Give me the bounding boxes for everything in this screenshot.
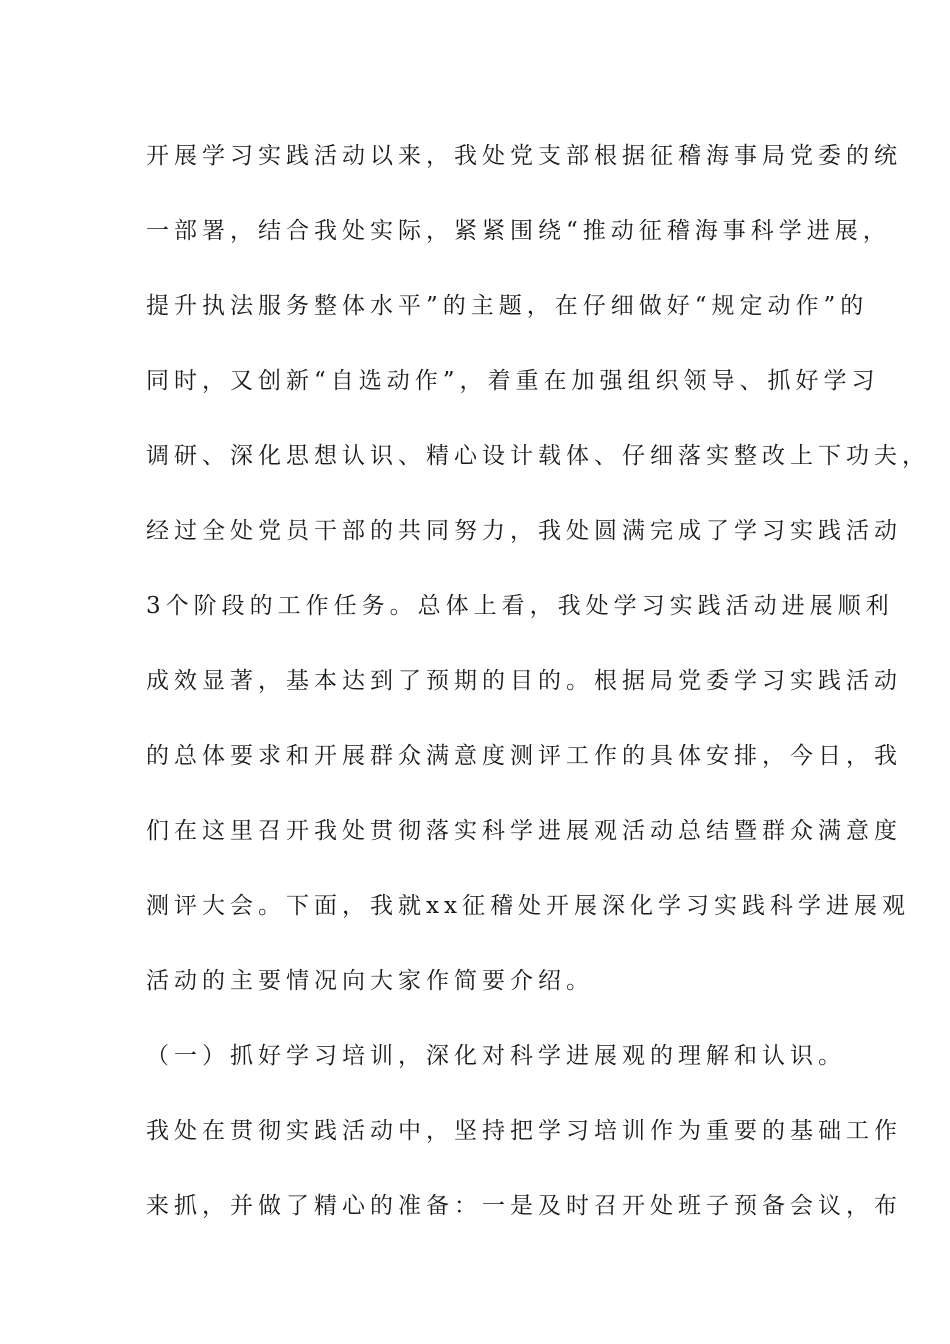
text-line: 来抓，并做了精心的准备：一是及时召开处班子预备会议，布 [146, 1193, 902, 1219]
text-line: 们在这里召开我处贯彻落实科学进展观活动总结暨群众满意度 [146, 818, 902, 844]
text-line: 调研、深化思想认识、精心设计载体、仔细落实整改上下功夫， [146, 443, 930, 469]
section-heading: （一）抓好学习培训，深化对科学进展观的理解和认识。 [146, 1043, 846, 1069]
text-line: 一部署，结合我处实际，紧紧围绕“推动征稽海事科学进展， [146, 218, 891, 244]
text-line: 同时，又创新“自选动作”，着重在加强组织领导、抓好学习 [146, 368, 880, 394]
text-line: 成效显著，基本达到了预期的目的。根据局党委学习实践活动 [146, 668, 902, 694]
text-line: 开展学习实践活动以来，我处党支部根据征稽海事局党委的统 [146, 143, 902, 169]
text-line: 我处在贯彻实践活动中，坚持把学习培训作为重要的基础工作 [146, 1118, 902, 1144]
text-line: 测评大会。下面，我就xx征稽处开展深化学习实践科学进展观 [146, 893, 910, 919]
text-line: 提升执法服务整体水平”的主题，在仔细做好“规定动作”的 [146, 293, 869, 319]
text-line: 的总体要求和开展群众满意度测评工作的具体安排，今日，我 [146, 743, 902, 769]
text-line: 3个阶段的工作任务。总体上看，我处学习实践活动进展顺利 [146, 593, 894, 619]
text-line: 活动的主要情况向大家作简要介绍。 [146, 968, 594, 994]
text-line: 经过全处党员干部的共同努力，我处圆满完成了学习实践活动 [146, 518, 902, 544]
